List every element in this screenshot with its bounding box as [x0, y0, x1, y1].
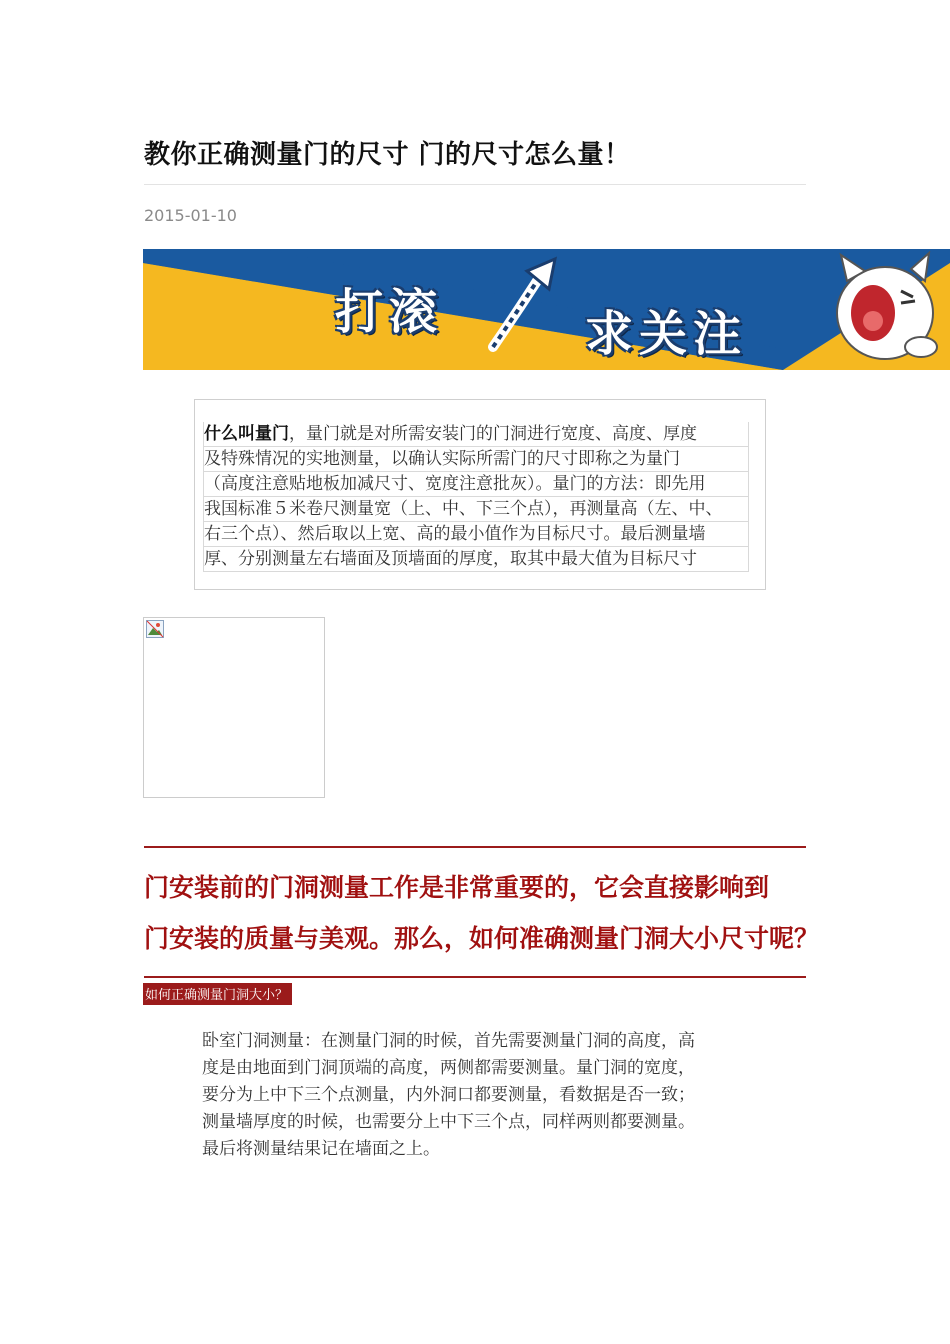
broken-image-placeholder — [143, 617, 325, 798]
body-line: 测量墙厚度的时候，也需要分上中下三个点，同样两则都要测量。 — [202, 1112, 695, 1132]
definition-line: 我国标准５米卷尺测量宽（上、中、下三个点），再测量高（左、中、 — [203, 497, 749, 522]
highlight-line: 门安装前的门洞测量工作是非常重要的，它会直接影响到 — [144, 873, 770, 902]
title-divider — [144, 184, 806, 185]
definition-line: 厚、分别测量左右墙面及顶墙面的厚度，取其中最大值为目标尺寸 — [203, 547, 749, 572]
definition-line: 及特殊情况的实地测量，以确认实际所需门的尺寸即称之为量门 — [203, 447, 749, 472]
definition-line: （高度注意贴地板加减尺寸、宽度注意批灰）。量门的方法：即先用 — [203, 472, 749, 497]
article-title: 教你正确测量门的尺寸 门的尺寸怎么量！ — [144, 140, 631, 170]
highlight-bottom-rule — [144, 976, 806, 978]
broken-image-icon — [146, 620, 164, 638]
publish-date: 2015-01-10 — [144, 206, 237, 225]
follow-banner — [143, 249, 950, 370]
body-line: 最后将测量结果记在墙面之上。 — [202, 1139, 440, 1159]
definition-box — [194, 399, 766, 590]
crying-cat-icon — [821, 251, 947, 367]
banner-text-follow: 求关注 — [585, 306, 748, 362]
highlight-heading — [144, 862, 824, 964]
banner-text-roll: 打滚 — [335, 284, 444, 340]
body-line: 卧室门洞测量：在测量门洞的时候，首先需要测量门洞的高度，高 — [202, 1031, 695, 1051]
section-body — [202, 1028, 762, 1163]
definition-term: 什么叫量门 — [204, 424, 289, 444]
section-tag: 如何正确测量门洞大小？ — [143, 983, 292, 1005]
highlight-top-rule — [144, 846, 806, 848]
definition-text — [203, 422, 749, 572]
body-line: 要分为上中下三个点测量，内外洞口都要测量，看数据是否一致； — [202, 1085, 695, 1105]
highlight-line: 门安装的质量与美观。那么，如何准确测量门洞大小尺寸呢？ — [144, 924, 820, 953]
arrow-icon — [483, 255, 563, 355]
definition-line: 右三个点）、然后取以上宽、高的最小值作为目标尺寸。最后测量墙 — [203, 522, 749, 547]
body-line: 度是由地面到门洞顶端的高度，两侧都需要测量。量门洞的宽度， — [202, 1058, 695, 1078]
definition-line: 什么叫量门，量门就是对所需安装门的门洞进行宽度、高度、厚度 — [203, 422, 749, 447]
